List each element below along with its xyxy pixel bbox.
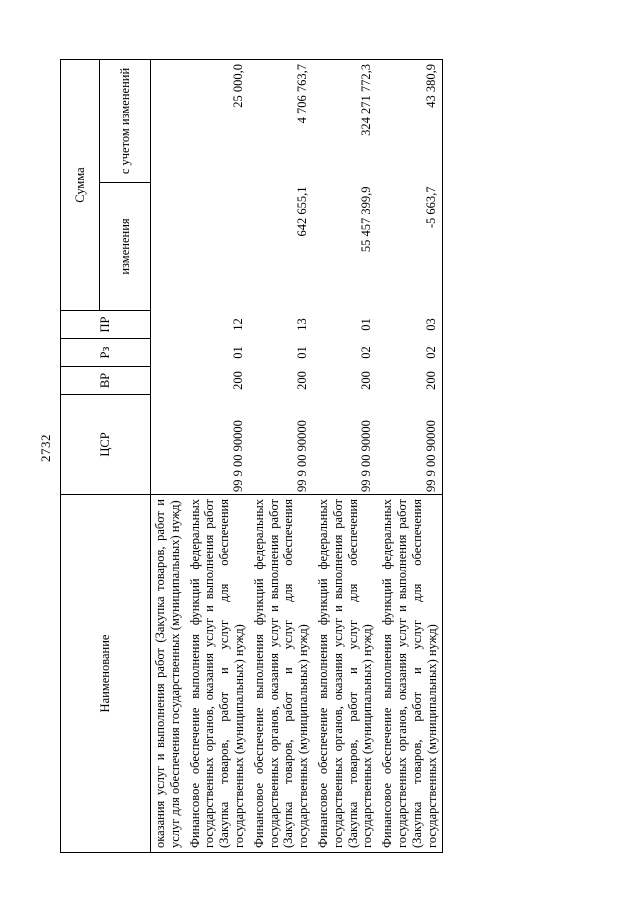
table-row — [186, 60, 250, 853]
row-total: 43 380,9 — [378, 60, 443, 183]
page-number: 2732 — [38, 434, 53, 462]
row-total — [151, 60, 186, 183]
row-pr: 12 — [230, 318, 245, 331]
header-sum: Сумма — [61, 60, 100, 311]
header-csr: ЦСР — [61, 395, 151, 495]
header-with-changes: с учетом изменений — [100, 60, 151, 183]
header-changes: изменения — [100, 183, 151, 311]
header-pr: ПР — [61, 311, 151, 339]
row-change: 55 457 399,9 — [359, 186, 374, 253]
header-name: Наименование — [61, 495, 151, 853]
row-vr — [151, 367, 186, 395]
row-csr — [151, 395, 186, 495]
row-pr: 13 — [295, 318, 310, 331]
table-header — [61, 60, 151, 853]
row-csr: 99 9 00 90000 — [378, 395, 443, 495]
row-vr: 200 — [359, 371, 374, 390]
row-name: Финансовое обеспечение выполнения функций федеральных государственных органов, оказания услуг и выполнения работ (Закупка товаров, работ и услуг для обеспечения государственных (муниципальных) нужд) — [250, 495, 314, 853]
row-rz — [151, 339, 186, 367]
table-row — [378, 60, 443, 853]
row-pr — [151, 311, 186, 339]
row-name: оказания услуг и выполнения работ (Закупка товаров, работ и услуг для обеспечения государственных (муниципальных) нужд) — [151, 495, 186, 853]
row-total: 324 271 772,3 — [314, 60, 378, 183]
row-change — [151, 183, 186, 311]
row-change: -5 663,7 — [378, 183, 443, 311]
row-rz: 01 — [230, 346, 245, 359]
row-vr: 200 — [295, 371, 310, 390]
row-vr: 200 — [230, 371, 245, 390]
row-change: 642 655,1 — [295, 186, 310, 237]
row-csr: 99 9 00 90000 — [250, 395, 314, 495]
table-row — [314, 60, 378, 853]
header-vr: ВР — [61, 367, 151, 395]
table-row — [250, 60, 314, 853]
row-name: Финансовое обеспечение выполнения функций федеральных государственных органов, оказания услуг и выполнения работ (Закупка товаров, работ и услуг для обеспечения государственных (муниципальных) нужд) — [378, 495, 443, 853]
row-name: Финансовое обеспечение выполнения функций федеральных государственных органов, оказания услуг и выполнения работ (Закупка товаров, работ и услуг для обеспечения государственных (муниципальных) нужд) — [314, 495, 378, 853]
row-csr: 99 9 00 90000 — [186, 395, 250, 495]
row-rz: 02 — [378, 339, 443, 367]
row-rz: 02 — [359, 346, 374, 359]
row-vr: 200 — [378, 367, 443, 395]
row-total: 25 000,0 — [186, 60, 250, 183]
row-pr: 01 — [359, 318, 374, 331]
header-rz: Рз — [61, 339, 151, 367]
row-pr: 03 — [378, 311, 443, 339]
row-total: 4 706 763,7 — [250, 60, 314, 183]
table-row — [151, 60, 186, 853]
budget-table — [60, 59, 443, 853]
row-name: Финансовое обеспечение выполнения функций федеральных государственных органов, оказания услуг и выполнения работ (Закупка товаров, работ и услуг для обеспечения государственных (муниципальных) нужд) — [186, 495, 250, 853]
row-change — [186, 183, 250, 311]
row-csr: 99 9 00 90000 — [314, 395, 378, 495]
row-rz: 01 — [295, 346, 310, 359]
